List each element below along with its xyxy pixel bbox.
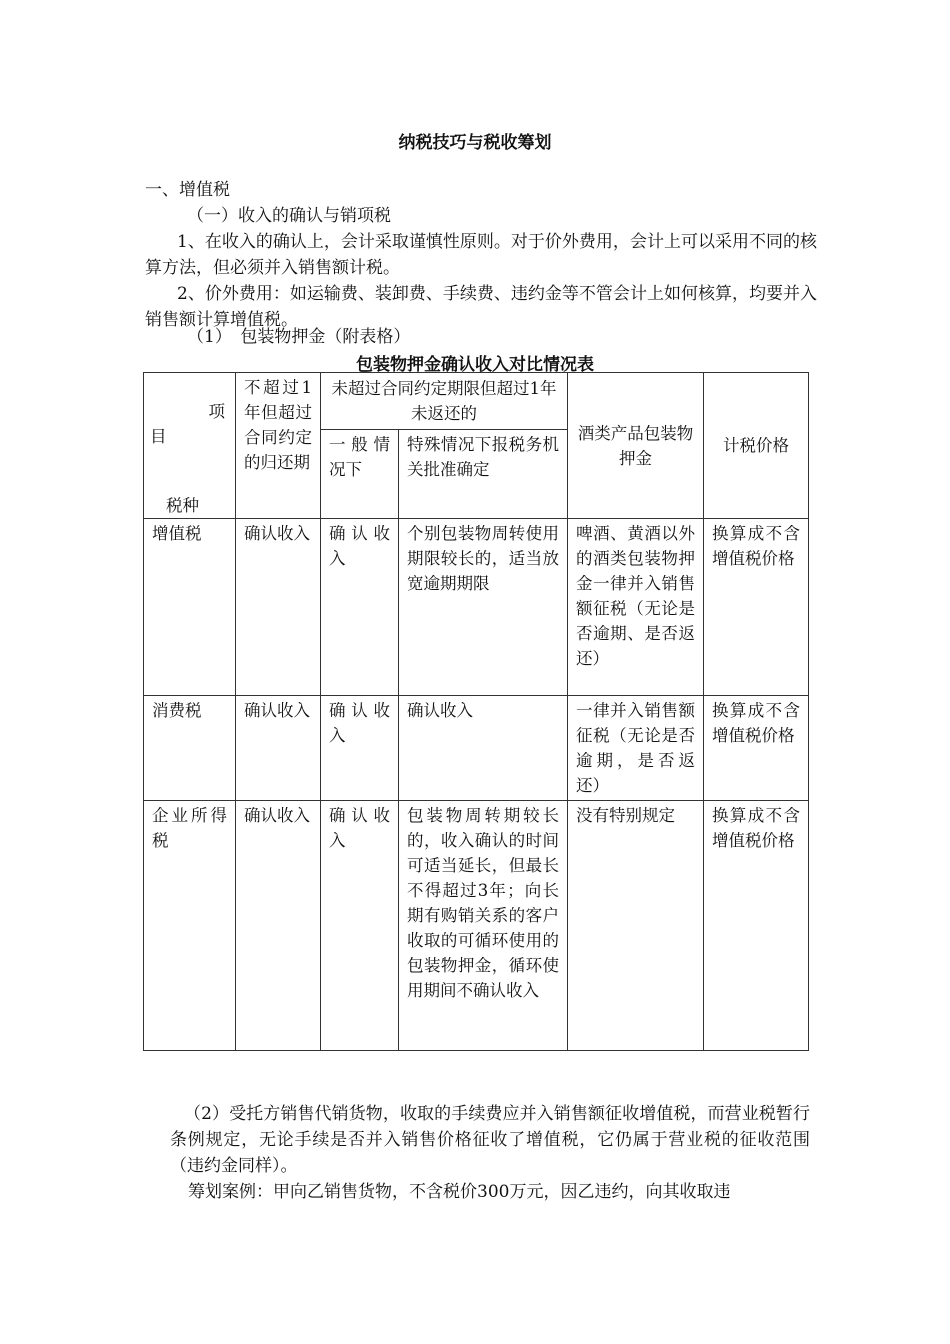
table-row [144,801,809,1051]
row-cell: 换算成不含增值税价格 [704,519,809,696]
paragraph-4: 筹划案例：甲向乙销售货物，不含税价300万元，因乙违约，向其收取违 [188,1182,731,1202]
table-header-row [144,373,809,430]
table-caption: 包装物押金确认收入对比情况表 [356,355,594,375]
row-cell: 一律并入销售额征税（无论是否逾期，是否返还） [568,696,704,801]
row-cell: 换算成不含增值税价格 [704,801,809,1051]
row-cell: 包装物周转期较长的，收入确认的时间可适当延长，但最长不得超过3年；向长期有购销关系的客户收取的可循环使用的包装物押金，循环使用期间不确认收入 [399,801,568,1051]
row-cell: 确认收入 [236,696,321,801]
row-cell: 个别包装物周转使用期限较长的，适当放宽逾期期限 [399,519,568,696]
row-cell: 确认收入 [321,519,399,696]
header-corner-mid: 目 [150,427,167,446]
paragraph-1: 1、在收入的确认上，会计采取谨慎性原则。对于价外费用，会计上可以采用不同的核算方法，但必须并入销售额计税。 [145,232,817,278]
header-col4: 计税价格 [704,373,809,519]
header-corner-bottom: 税种 [166,496,199,515]
row-cell: 确认收入 [321,801,399,1051]
header-col3: 酒类产品包装物押金 [568,373,704,519]
row-cell: 确认收入 [236,519,321,696]
row-cell: 确认收入 [321,696,399,801]
section-heading-vat: 一、增值税 [145,180,230,200]
paragraph-3: （2）受托方销售代销货物，收取的手续费应并入销售额征收增值税，而营业税暂行条例规定，无论手续是否并入销售价格征收了增值税，它仍属于营业税的征收范围（违约金同样）。 [170,1104,810,1176]
document-title: 纳税技巧与税收筹划 [398,133,552,153]
header-col2-group: 未超过合同约定期限但超过1年未返还的 [321,373,568,430]
header-col2b: 特殊情况下报税务机关批准确定 [399,430,568,519]
subsection-heading: （一）收入的确认与销项税 [187,206,391,226]
row-tax-name: 增值税 [144,519,236,696]
row-tax-name: 企业所得税 [144,801,236,1051]
header-corner-top: 项 [208,402,225,421]
table-row [144,519,809,696]
row-cell: 换算成不含增值税价格 [704,696,809,801]
deposit-comparison-table [143,372,809,1051]
row-cell: 啤酒、黄酒以外的酒类包装物押金一律并入销售额征税（无论是否逾期、是否返还） [568,519,704,696]
row-cell: 没有特别规定 [568,801,704,1051]
item-heading-deposit: （1） 包装物押金（附表格） [187,327,411,347]
header-col1: 不超过1年但超过合同约定的归还期 [236,373,321,519]
row-tax-name: 消费税 [144,696,236,801]
paragraph-2: 2、价外费用：如运输费、装卸费、手续费、违约金等不管会计上如何核算，均要并入销售额计算增值税。 [145,284,817,330]
header-col2a: 一般情况下 [321,430,399,519]
header-corner-cell [144,373,236,519]
row-cell: 确认收入 [399,696,568,801]
row-cell: 确认收入 [236,801,321,1051]
table-row [144,696,809,801]
